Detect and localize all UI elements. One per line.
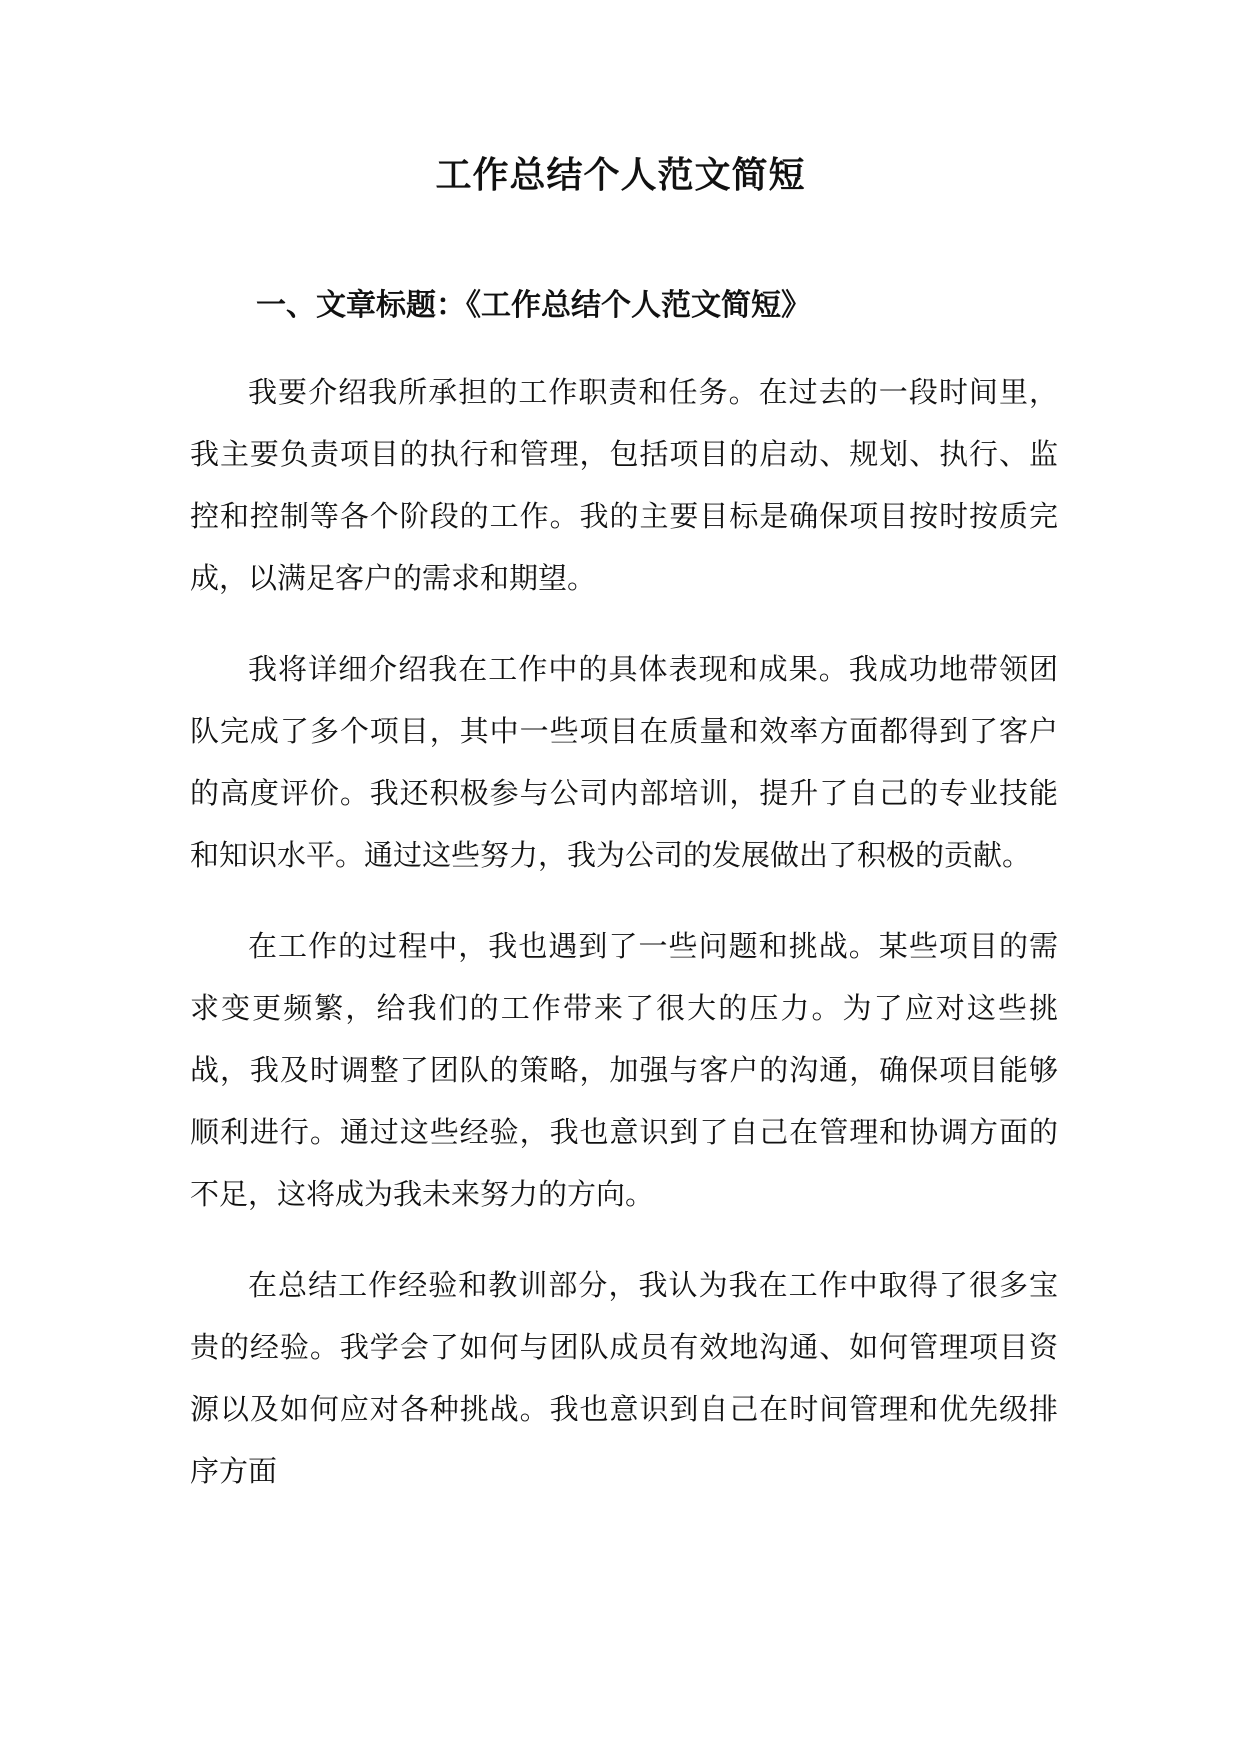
document-title: 工作总结个人范文简短 [435,154,806,196]
body-paragraph: 我将详细介绍我在工作中的具体表现和成果。我成功地带领团队完成了多个项目，其中一些项目在质量和效率方面都得到了客户的高度评价。我还积极参与公司内部培训，提升了自己的专业技能和知识水平。通过这些努力，我为公司的发展做出了积极的贡献。 [190,652,1058,872]
section-heading: 一、文章标题：《工作总结个人范文简短》 [256,288,811,323]
body-paragraph: 我要介绍我所承担的工作职责和任务。在过去的一段时间里，我主要负责项目的执行和管理，包括项目的启动、规划、执行、监控和控制等各个阶段的工作。我的主要目标是确保项目按时按质完成，以满足客户的需求和期望。 [190,375,1058,595]
document-body [190,361,1058,1502]
body-paragraph: 在总结工作经验和教训部分，我认为我在工作中取得了很多宝贵的经验。我学会了如何与团队成员有效地沟通、如何管理项目资源以及如何应对各种挑战。我也意识到自己在时间管理和优先级排序方面 [190,1268,1058,1488]
body-paragraph: 在工作的过程中，我也遇到了一些问题和挑战。某些项目的需求变更频繁，给我们的工作带来了很大的压力。为了应对这些挑战，我及时调整了团队的策略，加强与客户的沟通，确保项目能够顺利进行。通过这些经验，我也意识到了自己在管理和协调方面的不足，这将成为我未来努力的方向。 [190,929,1058,1211]
